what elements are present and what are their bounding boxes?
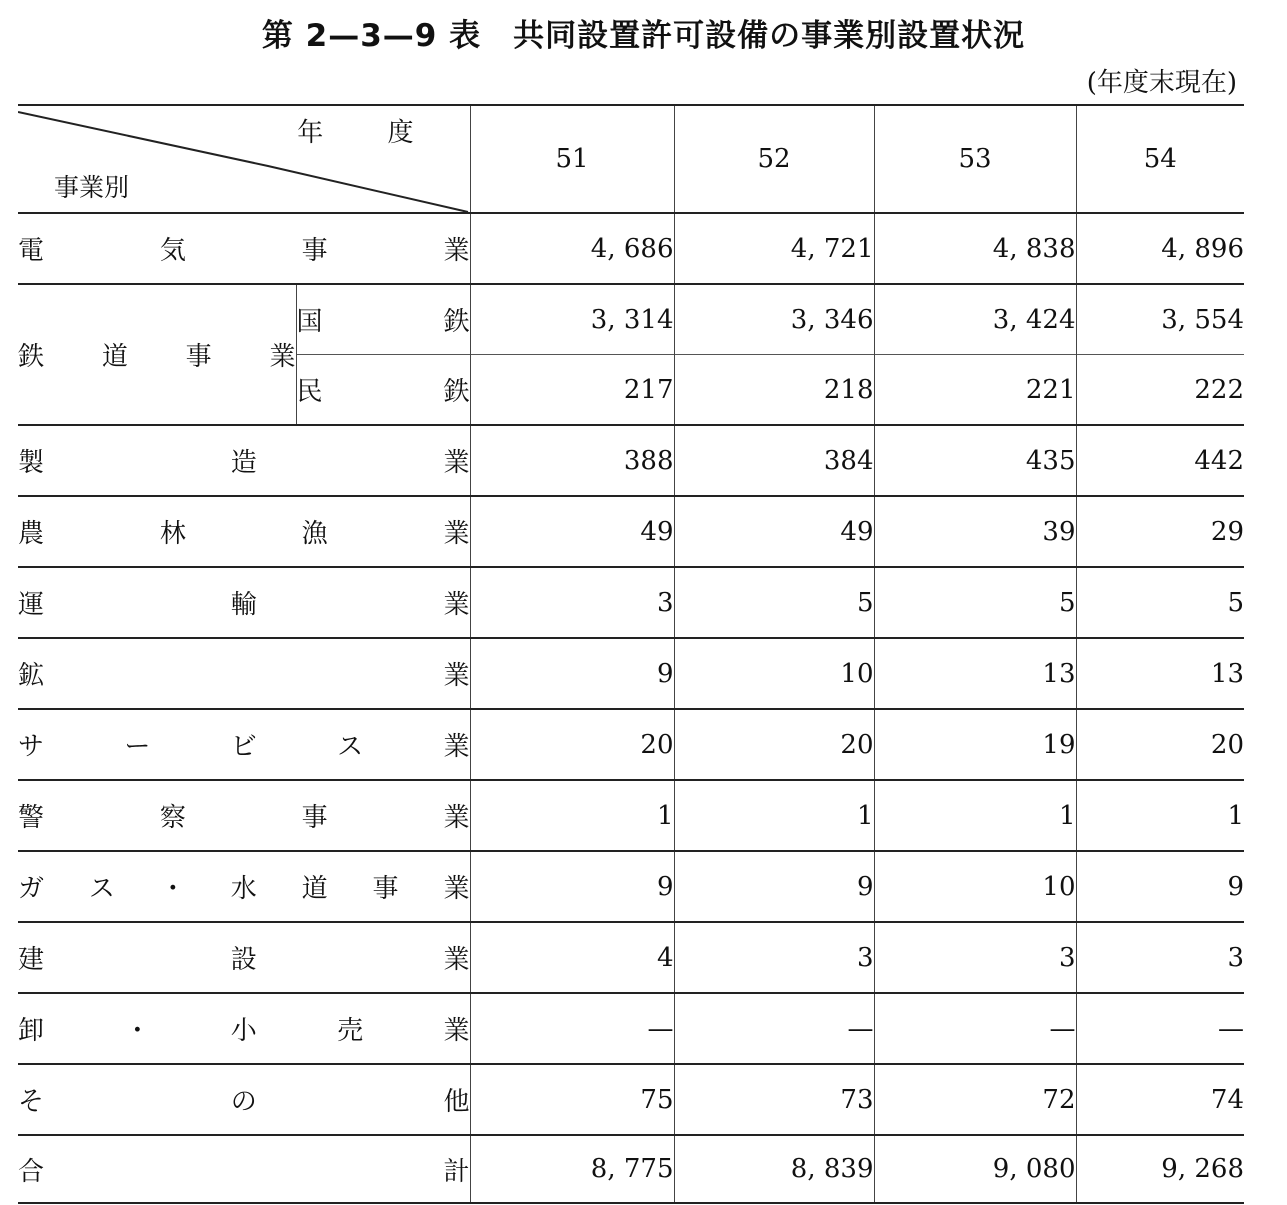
table-row [18, 1064, 1244, 1135]
table-row [18, 922, 1244, 993]
table-row [18, 1135, 1244, 1203]
row-label [18, 780, 470, 851]
value-cell-51: 75 [470, 1064, 674, 1135]
value-cell-53: 10 [874, 851, 1076, 922]
value-cell-52: — [674, 993, 874, 1064]
value-cell-54: 222 [1076, 355, 1244, 426]
value-cell-51: 1 [470, 780, 674, 851]
value-cell-52: 384 [674, 425, 874, 496]
row-label-text: 鉱 業 [18, 661, 470, 691]
row-label [18, 496, 470, 567]
value-cell-51: 217 [470, 355, 674, 426]
value-cell-52: 218 [674, 355, 874, 426]
value-cell-54: 20 [1076, 709, 1244, 780]
table-row [18, 993, 1244, 1064]
row-sub-label [296, 284, 470, 355]
value-cell-52: 4, 721 [674, 213, 874, 284]
row-label [18, 993, 470, 1064]
value-cell-52: 1 [674, 780, 874, 851]
data-table [18, 104, 1244, 1204]
value-cell-51: 388 [470, 425, 674, 496]
value-cell-51: 4 [470, 922, 674, 993]
row-label-text: そ の 他 [18, 1087, 470, 1117]
table-row [18, 213, 1244, 284]
row-label-text: 警 察 事 業 [18, 803, 470, 833]
value-cell-53: 9, 080 [874, 1135, 1076, 1203]
value-cell-52: 3, 346 [674, 284, 874, 355]
value-cell-54: 4, 896 [1076, 213, 1244, 284]
value-cell-52: 20 [674, 709, 874, 780]
value-cell-53: 72 [874, 1064, 1076, 1135]
value-cell-52: 3 [674, 922, 874, 993]
value-cell-51: 3 [470, 567, 674, 638]
header-year-label: 年 度 [297, 118, 442, 148]
table-row [18, 284, 1244, 355]
row-label-text: 農 林 漁 業 [18, 519, 470, 549]
row-sub-label-text: 民 鉄 [296, 377, 470, 407]
row-label-text: サ ー ビ ス 業 [18, 732, 470, 762]
header-year-51: 51 [470, 105, 674, 213]
row-label [18, 425, 470, 496]
table-row [18, 638, 1244, 709]
value-cell-52: 9 [674, 851, 874, 922]
value-cell-51: 8, 775 [470, 1135, 674, 1203]
row-label-text: ガ ス ・ 水 道 事 業 [18, 874, 470, 904]
table-row [18, 496, 1244, 567]
value-cell-54: 3 [1076, 922, 1244, 993]
table-row [18, 567, 1244, 638]
value-cell-51: 9 [470, 851, 674, 922]
table-row [18, 851, 1244, 922]
total-label [18, 1135, 470, 1203]
value-cell-53: — [874, 993, 1076, 1064]
value-cell-53: 4, 838 [874, 213, 1076, 284]
row-label [18, 851, 470, 922]
row-group-label [18, 284, 296, 425]
value-cell-51: 3, 314 [470, 284, 674, 355]
table-title: 第 2—3—9 表 共同設置許可設備の事業別設置状況 [261, 18, 1026, 54]
value-cell-54: 9, 268 [1076, 1135, 1244, 1203]
value-cell-54: 1 [1076, 780, 1244, 851]
header-row [18, 105, 1244, 213]
unit-note: (年度末現在) [1086, 68, 1237, 98]
row-label-text: 運 輸 業 [18, 590, 470, 620]
value-cell-54: 442 [1076, 425, 1244, 496]
value-cell-54: 13 [1076, 638, 1244, 709]
value-cell-54: 74 [1076, 1064, 1244, 1135]
value-cell-52: 73 [674, 1064, 874, 1135]
row-label [18, 1064, 470, 1135]
table-row [18, 425, 1244, 496]
header-category-label: 事業別 [54, 173, 130, 202]
value-cell-54: 5 [1076, 567, 1244, 638]
value-cell-51: 9 [470, 638, 674, 709]
value-cell-54: 9 [1076, 851, 1244, 922]
value-cell-51: 49 [470, 496, 674, 567]
value-cell-53: 19 [874, 709, 1076, 780]
row-label [18, 638, 470, 709]
value-cell-53: 435 [874, 425, 1076, 496]
row-group-label-text: 鉄 道 事 業 [18, 342, 296, 372]
value-cell-52: 10 [674, 638, 874, 709]
value-cell-52: 8, 839 [674, 1135, 874, 1203]
value-cell-53: 39 [874, 496, 1076, 567]
value-cell-51: 20 [470, 709, 674, 780]
row-label [18, 567, 470, 638]
header-corner-cell [18, 105, 470, 213]
value-cell-53: 5 [874, 567, 1076, 638]
row-label-text: 電 気 事 業 [18, 236, 470, 266]
row-label-text: 建 設 業 [18, 945, 470, 975]
value-cell-53: 3, 424 [874, 284, 1076, 355]
header-year-53: 53 [874, 105, 1076, 213]
value-cell-51: — [470, 993, 674, 1064]
header-year-52: 52 [674, 105, 874, 213]
value-cell-53: 221 [874, 355, 1076, 426]
row-label [18, 213, 470, 284]
value-cell-53: 1 [874, 780, 1076, 851]
row-label [18, 709, 470, 780]
total-label-text: 合 計 [18, 1156, 470, 1187]
row-label [18, 922, 470, 993]
value-cell-53: 13 [874, 638, 1076, 709]
row-label-text: 卸 ・ 小 売 業 [18, 1016, 470, 1046]
value-cell-53: 3 [874, 922, 1076, 993]
table-row [18, 780, 1244, 851]
row-label-text: 製 造 業 [18, 448, 470, 478]
row-sub-label [296, 355, 470, 426]
value-cell-52: 5 [674, 567, 874, 638]
row-sub-label-text: 国 鉄 [296, 307, 470, 337]
value-cell-51: 4, 686 [470, 213, 674, 284]
table-row [18, 709, 1244, 780]
value-cell-54: 3, 554 [1076, 284, 1244, 355]
value-cell-52: 49 [674, 496, 874, 567]
header-year-54: 54 [1076, 105, 1244, 213]
value-cell-54: — [1076, 993, 1244, 1064]
value-cell-54: 29 [1076, 496, 1244, 567]
